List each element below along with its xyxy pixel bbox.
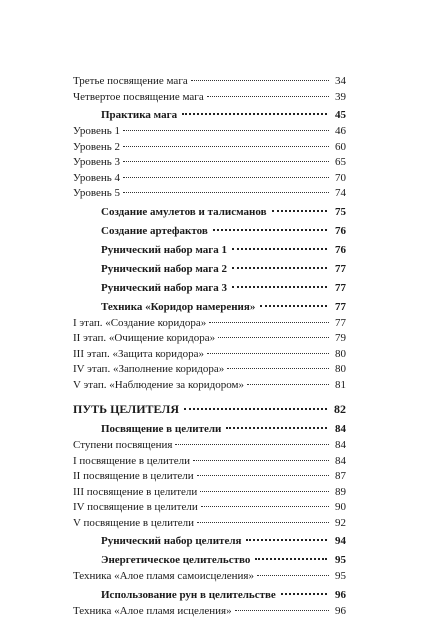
- toc-section-heading: [73, 399, 346, 419]
- toc-entry: [73, 316, 346, 332]
- toc-entry-title: Третье посвящение мага: [73, 74, 188, 90]
- toc-entry-title: I этап. «Создание коридора»: [73, 316, 206, 332]
- toc-entry-page: 70: [332, 171, 346, 187]
- toc-entry-title: II посвящение в целители: [73, 469, 194, 485]
- dot-leader: [207, 353, 329, 354]
- toc-entry-page: 80: [332, 362, 346, 378]
- toc-entry-page: 82: [332, 399, 346, 419]
- dot-leader: [235, 610, 329, 611]
- dot-leader: [232, 286, 327, 288]
- toc-entry-title: Рунический набор целителя: [73, 533, 241, 550]
- toc-subheading: [73, 280, 346, 297]
- dot-leader: [197, 522, 329, 523]
- toc-entry: [73, 569, 346, 585]
- toc-entry-page: 84: [332, 421, 346, 438]
- toc-entry: [73, 74, 346, 90]
- dot-leader: [209, 322, 329, 323]
- toc-entry: [73, 140, 346, 156]
- toc-entry: [73, 454, 346, 470]
- toc-entry-title: IV посвящение в целители: [73, 500, 198, 516]
- toc-entry-page: 77: [332, 280, 346, 297]
- toc-entry-title: Ступени посвящения: [73, 438, 172, 454]
- toc-entry: [73, 90, 346, 106]
- toc-entry: [73, 124, 346, 140]
- toc-entry-title: Рунический набор мага 2: [73, 261, 227, 278]
- dot-leader: [175, 444, 329, 445]
- toc-entry: [73, 171, 346, 187]
- toc-subheading: [73, 421, 346, 438]
- toc-entry-page: 75: [332, 204, 346, 221]
- toc-entry-page: 65: [332, 155, 346, 171]
- toc-entry-page: 80: [332, 347, 346, 363]
- toc-entry: [73, 331, 346, 347]
- toc-entry-page: 60: [332, 140, 346, 156]
- toc-entry: [73, 155, 346, 171]
- toc-entry-title: Создание артефактов: [73, 223, 208, 240]
- toc-entry: [73, 604, 346, 619]
- toc-subheading: [73, 587, 346, 604]
- toc-entry-page: 79: [332, 331, 346, 347]
- toc-entry-page: 74: [332, 186, 346, 202]
- toc-entry-title: Посвящение в целители: [73, 421, 221, 438]
- toc-entry-title: III посвящение в целители: [73, 485, 197, 501]
- toc-entry-page: 96: [332, 604, 346, 619]
- dot-leader: [260, 305, 327, 307]
- toc-entry: [73, 469, 346, 485]
- toc-entry-title: Рунический набор мага 3: [73, 280, 227, 297]
- toc-entry-title: Практика мага: [73, 107, 177, 124]
- dot-leader: [257, 575, 329, 576]
- toc-entry-title: Энергетическое целительство: [73, 552, 250, 569]
- toc-entry-page: 90: [332, 500, 346, 516]
- toc-entry-page: 95: [332, 569, 346, 585]
- toc-subheading: [73, 299, 346, 316]
- dot-leader: [200, 491, 329, 492]
- toc-entry-page: 46: [332, 124, 346, 140]
- toc-subheading: [73, 261, 346, 278]
- toc-entry: [73, 500, 346, 516]
- toc-entry-page: 45: [332, 107, 346, 124]
- toc-entry-title: Уровень 1: [73, 124, 120, 140]
- toc-entry-title: II этап. «Очищение коридора»: [73, 331, 215, 347]
- toc-entry-title: V посвящение в целители: [73, 516, 194, 532]
- toc-entry-title: Рунический набор мага 1: [73, 242, 227, 259]
- dot-leader: [255, 558, 327, 560]
- dot-leader: [272, 210, 327, 212]
- toc-entry-page: 94: [332, 533, 346, 550]
- toc-entry-title: Техника «Алое пламя самоисцеления»: [73, 569, 254, 585]
- dot-leader: [123, 177, 329, 178]
- toc-entry-title: Четвертое посвящение мага: [73, 90, 204, 106]
- toc-entry: [73, 438, 346, 454]
- dot-leader: [218, 337, 329, 338]
- dot-leader: [201, 506, 329, 507]
- dot-leader: [123, 161, 329, 162]
- toc-entry-page: 81: [332, 378, 346, 394]
- toc-entry-title: I посвящение в целители: [73, 454, 190, 470]
- toc-entry-title: Уровень 4: [73, 171, 120, 187]
- toc-entry-page: 77: [332, 299, 346, 316]
- toc-entry-page: 77: [332, 316, 346, 332]
- toc-entry: [73, 186, 346, 202]
- toc-entry-title: Создание амулетов и талисманов: [73, 204, 267, 221]
- dot-leader: [281, 593, 327, 595]
- dot-leader: [226, 427, 327, 429]
- toc-subheading: [73, 223, 346, 240]
- dot-leader: [246, 539, 327, 541]
- toc-entry-title: Использование рун в целительстве: [73, 587, 276, 604]
- toc-entry-page: 89: [332, 485, 346, 501]
- toc-entry-title: III этап. «Защита коридора»: [73, 347, 204, 363]
- dot-leader: [207, 96, 329, 97]
- dot-leader: [232, 248, 327, 250]
- dot-leader: [182, 113, 327, 115]
- toc-entry-page: 76: [332, 223, 346, 240]
- toc-entry-page: 96: [332, 587, 346, 604]
- toc-entry: [73, 516, 346, 532]
- toc-entry-title: ПУТЬ ЦЕЛИТЕЛЯ: [73, 399, 179, 419]
- toc-entry-page: 87: [332, 469, 346, 485]
- toc-entry-title: Уровень 3: [73, 155, 120, 171]
- toc-entry-title: Техника «Коридор намерения»: [73, 299, 255, 316]
- dot-leader: [213, 229, 327, 231]
- toc-entry-page: 76: [332, 242, 346, 259]
- toc-entry-page: 84: [332, 454, 346, 470]
- dot-leader: [197, 475, 329, 476]
- toc-entry-page: 77: [332, 261, 346, 278]
- toc-subheading: [73, 533, 346, 550]
- dot-leader: [227, 368, 329, 369]
- toc-entry: [73, 347, 346, 363]
- dot-leader: [123, 130, 329, 131]
- toc-entry-title: IV этап. «Заполнение коридора»: [73, 362, 224, 378]
- toc-entry-title: Уровень 5: [73, 186, 120, 202]
- toc-entry: [73, 378, 346, 394]
- dot-leader: [193, 460, 329, 461]
- toc-entry: [73, 362, 346, 378]
- toc-entry-page: 92: [332, 516, 346, 532]
- toc-entry-title: V этап. «Наблюдение за коридором»: [73, 378, 244, 394]
- toc-entry: [73, 485, 346, 501]
- toc-entry-page: 39: [332, 90, 346, 106]
- dot-leader: [232, 267, 327, 269]
- toc-entry-page: 84: [332, 438, 346, 454]
- toc-subheading: [73, 242, 346, 259]
- toc-entry-title: Техника «Алое пламя исцеления»: [73, 604, 232, 619]
- dot-leader: [191, 80, 329, 81]
- toc-subheading: [73, 552, 346, 569]
- dot-leader: [184, 408, 327, 410]
- toc-entry-page: 95: [332, 552, 346, 569]
- dot-leader: [247, 384, 329, 385]
- table-of-contents: [73, 74, 346, 619]
- toc-subheading: [73, 204, 346, 221]
- dot-leader: [123, 192, 329, 193]
- toc-entry-page: 34: [332, 74, 346, 90]
- toc-entry-title: Уровень 2: [73, 140, 120, 156]
- toc-subheading: [73, 107, 346, 124]
- dot-leader: [123, 146, 329, 147]
